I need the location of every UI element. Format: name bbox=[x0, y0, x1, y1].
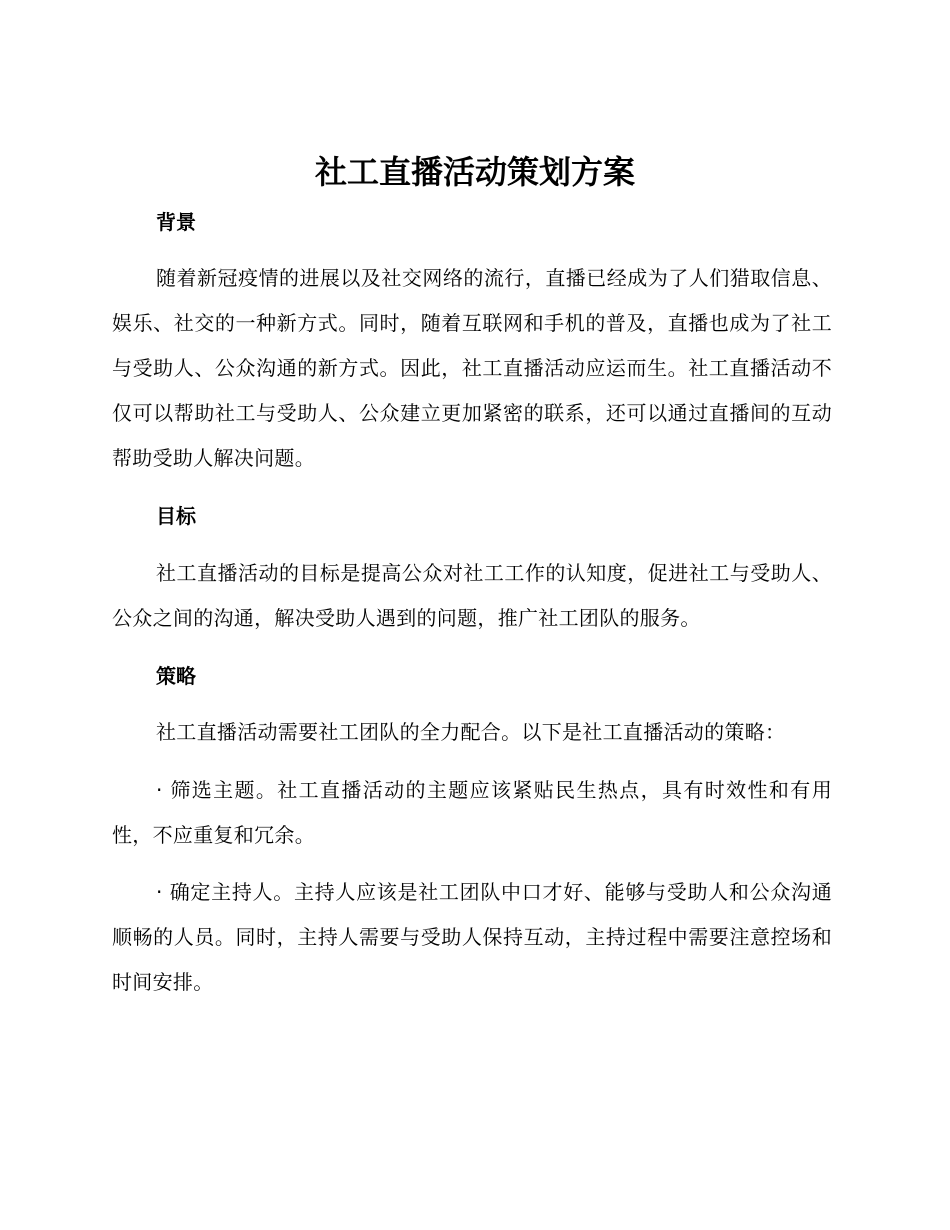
strategy-intro-paragraph: 社工直播活动需要社工团队的全力配合。以下是社工直播活动的策略： bbox=[156, 720, 786, 744]
document-title: 社工直播活动策划方案 bbox=[314, 153, 635, 191]
section-heading-background: 背景 bbox=[156, 210, 196, 234]
background-paragraph: 随着新冠疫情的进展以及社交网络的流行，直播已经成为了人们猎取信息、娱乐、社交的一种新方式。同时，随着互联网和手机的普及，直播也成为了社工与受助人、公众沟通的新方式。因此，社工直播活动应运而生。社工直播活动不仅可以帮助社工与受助人、公众建立更加紧密的联系，还可以通过直播间的互动帮助受助人解决问题。 bbox=[112, 266, 832, 470]
section-heading-goal: 目标 bbox=[156, 504, 196, 528]
strategy-item-host: · 确定主持人。主持人应该是社工团队中口才好、能够与受助人和公众沟通顺畅的人员。同时，主持人需要与受助人保持互动，主持过程中需要注意控场和时间安排。 bbox=[112, 880, 832, 994]
strategy-item-topic: · 筛选主题。社工直播活动的主题应该紧贴民生热点，具有时效性和有用性，不应重复和冗余。 bbox=[112, 778, 832, 847]
goal-paragraph: 社工直播活动的目标是提高公众对社工工作的认知度，促进社工与受助人、公众之间的沟通，解决受助人遇到的问题，推广社工团队的服务。 bbox=[112, 561, 832, 630]
section-heading-strategy: 策略 bbox=[156, 664, 196, 688]
